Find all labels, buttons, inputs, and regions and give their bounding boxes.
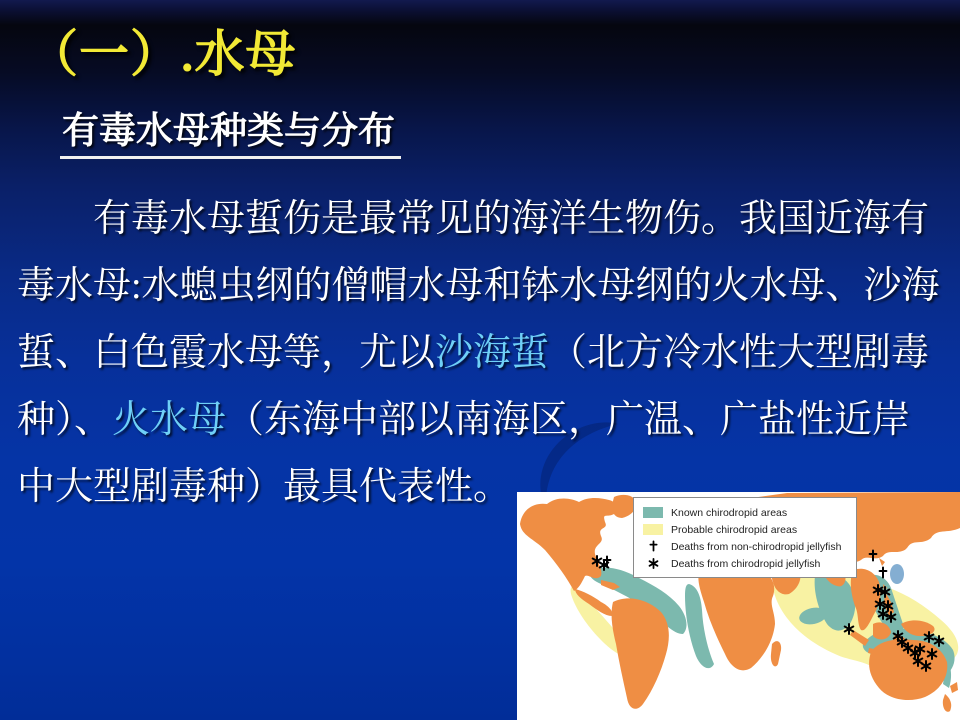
dagger-icon — [647, 540, 660, 553]
highlighted-term: 沙海蜇 — [435, 332, 550, 374]
body-text-segment: 中大型剧毒种）最具代表性。 — [17, 466, 512, 508]
body-text-line — [17, 253, 947, 320]
legend-icon — [642, 524, 664, 535]
slide-subtitle: 有毒水母种类与分布 — [60, 100, 401, 159]
body-text-segment: 种）、 — [17, 399, 113, 441]
body-text — [17, 186, 947, 521]
body-text-line — [17, 387, 947, 454]
legend-icon — [642, 557, 664, 570]
map-legend — [633, 497, 857, 578]
legend-label: Probable chirodropid areas — [671, 523, 798, 536]
body-text-segment: 毒水母:水螅虫纲的僧帽水母和钵水母纲的火水母、沙海 — [17, 265, 940, 307]
asterisk-icon — [647, 557, 660, 570]
body-text-segment: 蜇、白色霞水母等，尤以 — [17, 332, 436, 374]
highlighted-term: 火水母 — [112, 399, 227, 441]
probable-area-swatch — [643, 524, 663, 535]
legend-item — [642, 504, 850, 521]
legend-item — [642, 555, 850, 572]
legend-item — [642, 538, 850, 555]
new-zealand-south-island — [943, 694, 951, 712]
death-non-chirodropid-marker — [880, 568, 887, 578]
legend-icon — [642, 540, 664, 553]
madagascar-island — [771, 641, 781, 666]
legend-item — [642, 521, 850, 538]
legend-icon — [642, 507, 664, 518]
known-area-japan-patch — [890, 564, 904, 584]
body-text-segment: （东海中部以南海区，广温、广盐性近岸 — [226, 399, 911, 441]
known-area-swatch — [643, 507, 663, 518]
body-text-segment: 有毒水母蜇伤是最常见的海洋生物伤。我国近海有 — [17, 198, 930, 240]
body-text-line — [17, 320, 947, 387]
japan-south-island — [879, 558, 885, 566]
legend-label: Deaths from non-chirodropid jellyfish — [671, 540, 842, 553]
legend-label: Known chirodropid areas — [671, 506, 788, 519]
new-zealand-north-island — [950, 682, 958, 693]
south-america-landmass — [612, 598, 669, 708]
legend-label: Deaths from chirodropid jellyfish — [671, 557, 821, 570]
slide-title: （一）.水母 — [28, 26, 297, 82]
body-text-line — [17, 186, 947, 253]
world-map-figure — [517, 492, 960, 720]
body-text-segment: （北方冷水性大型剧毒 — [549, 332, 930, 374]
